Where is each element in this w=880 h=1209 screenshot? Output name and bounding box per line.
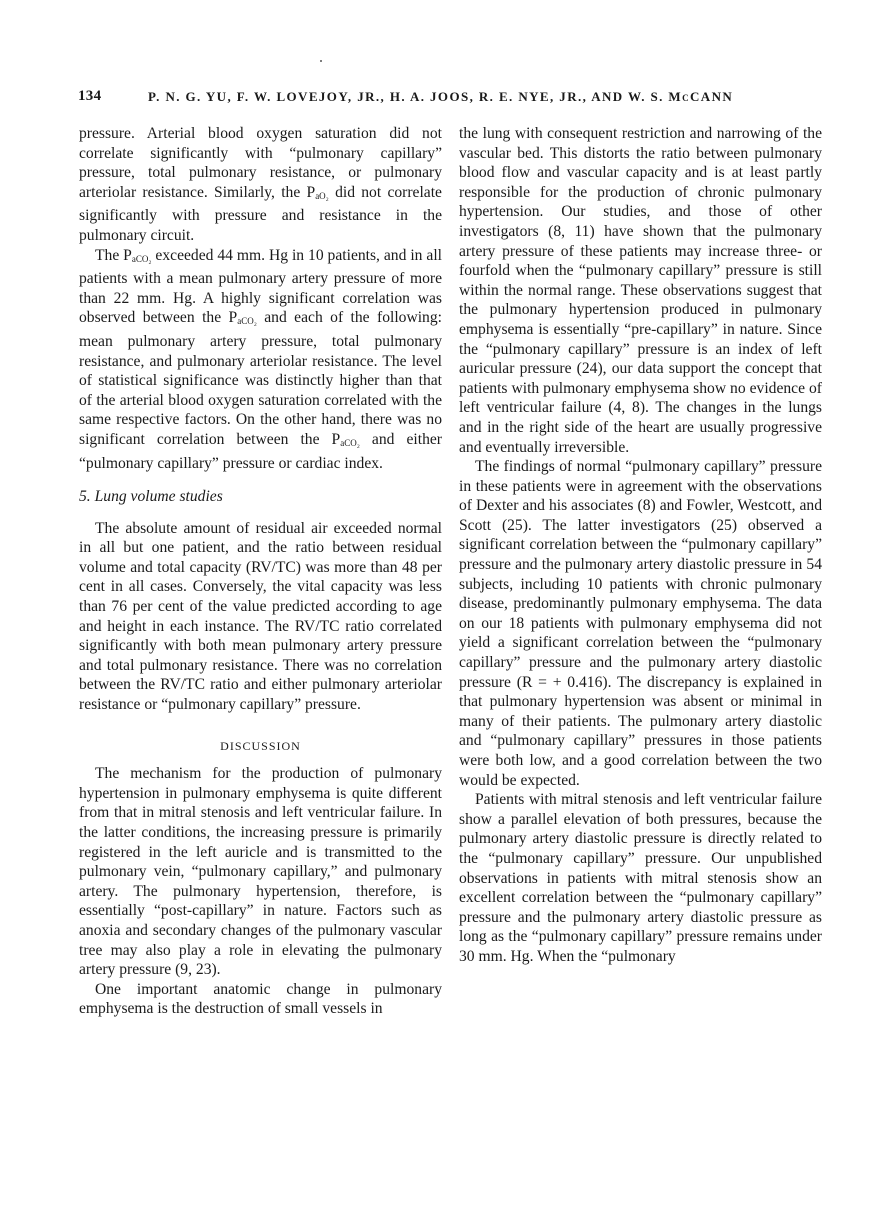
paragraph: the lung with consequent restriction and narrowing of the vascular bed. This distorts the ratio between pulmonary blood flow and vascular capacity and is at least partly responsible for the production of chronic pulmonary hypertension. Our studies, and those of other investigators (8, 11) have shown that the pulmonary artery pressure of these patients may increase three- or fourfold when the “pulmonary capillary” pressure is still within the normal range. These observations suggest that the pulmonary hypertension produced in pulmonary emphysema is essentially “pre-capillary” in nature. Since the “pulmonary capillary” pressure is an index of left auricular pressure (24), our data support the concept that patients with pulmonary emphysema show no evidence of left ventricular failure (4, 8). The changes in the lungs and in the right side of the heart are usually progressive and eventually irreversible. [459,125,822,456]
discussion-heading: DISCUSSION [220,738,301,753]
left-column [79,124,442,1019]
paragraph: pressure. Arterial blood oxygen saturation did not correlate significantly with “pulmonary capillary” pressure, total pulmonary resistance, or pulmonary arteriolar resistance. Similarly, the $P_{aO_2}$ did not correlate significantly with pressure and resistance in the pulmonary circuit. [79,125,442,244]
page-number: 134 [78,88,102,104]
paragraph: Patients with mitral stenosis and left ventricular failure show a parallel elevation of both pressures, because the pulmonary artery diastolic pressure is directly related to the “pulmonary capillary” pressure. Our unpublished observations in patients with mitral stenosis show an excellent correlation between the “pulmonary capillary” pressure and the pulmonary artery diastolic pressure as long as the “pulmonary capillary” pressure remains under 30 mm. Hg. When the “pulmonary [459,791,822,965]
right-column [459,124,822,967]
author-list: P. N. G. YU, F. W. LOVEJOY, JR., H. A. JOOS, R. E. NYE, JR., AND W. S. McCANN [148,89,734,104]
paragraph: One important anatomic change in pulmonary emphysema is the destruction of small vessels in [79,980,442,1018]
paragraph: The mechanism for the production of pulmonary hypertension in pulmonary emphysema is quite different from that in mitral stenosis and left ventricular failure. In the latter conditions, the increasing pressure is primarily registered in the left auricle and is transmitted to the pulmonary vein, “pulmonary capillary,” and pulmonary artery. The pulmonary hypertension, therefore, is essentially “post-capillary” in nature. Factors such as anoxia and secondary changes of the pulmonary vascular tree may also play a role in elevating the pulmonary artery pressure (9, 23). [79,765,442,979]
paragraph: The findings of normal “pulmonary capillary” pressure in these patients were in agreement with the observations of Dexter and his associates (8) and Fowler, Westcott, and Scott (25). The latter investigators (25) observed a significant correlation between the “pulmonary capillary” pressure and the pulmonary artery diastolic pressure in 54 subjects, including 10 patients with chronic pulmonary disease, predominantly pulmonary emphysema. The data on our 18 patients with pulmonary emphysema did not yield a significant correlation between the “pulmonary capillary” pressure and the pulmonary artery diastolic pressure (R = + 0.416). The discrepancy is explained in that pulmonary hypertension was absent or minimal in many of their patients. The pulmonary artery diastolic and “pulmonary capillary” pressures in those patients were both low, and a good correlation between the two would be expected. [459,458,822,789]
paragraph: The absolute amount of residual air exceeded normal in all but one patient, and the ratio between residual volume and total capacity (RV/TC) was more than 48 per cent in all cases. Conversely, the vital capacity was less than 76 per cent of the value predicted according to age and height in each instance. The RV/TC ratio correlated significantly with both mean pulmonary artery pressure and total pulmonary resistance. There was no correlation between the RV/TC ratio and either pulmonary arteriolar resistance or “pulmonary capillary” pressure. [79,519,442,714]
scan-speck [320,60,322,62]
section-heading: 5. Lung volume studies [79,488,223,506]
paragraph: The $P_{aCO_2}$ exceeded 44 mm. Hg in 10 patients, and in all patients with a mean pulmonary artery pressure of more than 22 mm. Hg. A highly significant correlation was observed between the $P_{aCO_2}$ and each of the following: mean pulmonary artery pressure, total pulmonary resistance, and pulmonary arteriolar resistance. The level of statistical significance was distinctly higher than that of the arterial blood oxygen saturation correlated with the same respective factors. On the other hand, there was no significant correlation between the $P_{aCO_2}$ and either “pulmonary capillary” pressure or cardiac index. [79,246,442,472]
running-header [78,88,838,110]
